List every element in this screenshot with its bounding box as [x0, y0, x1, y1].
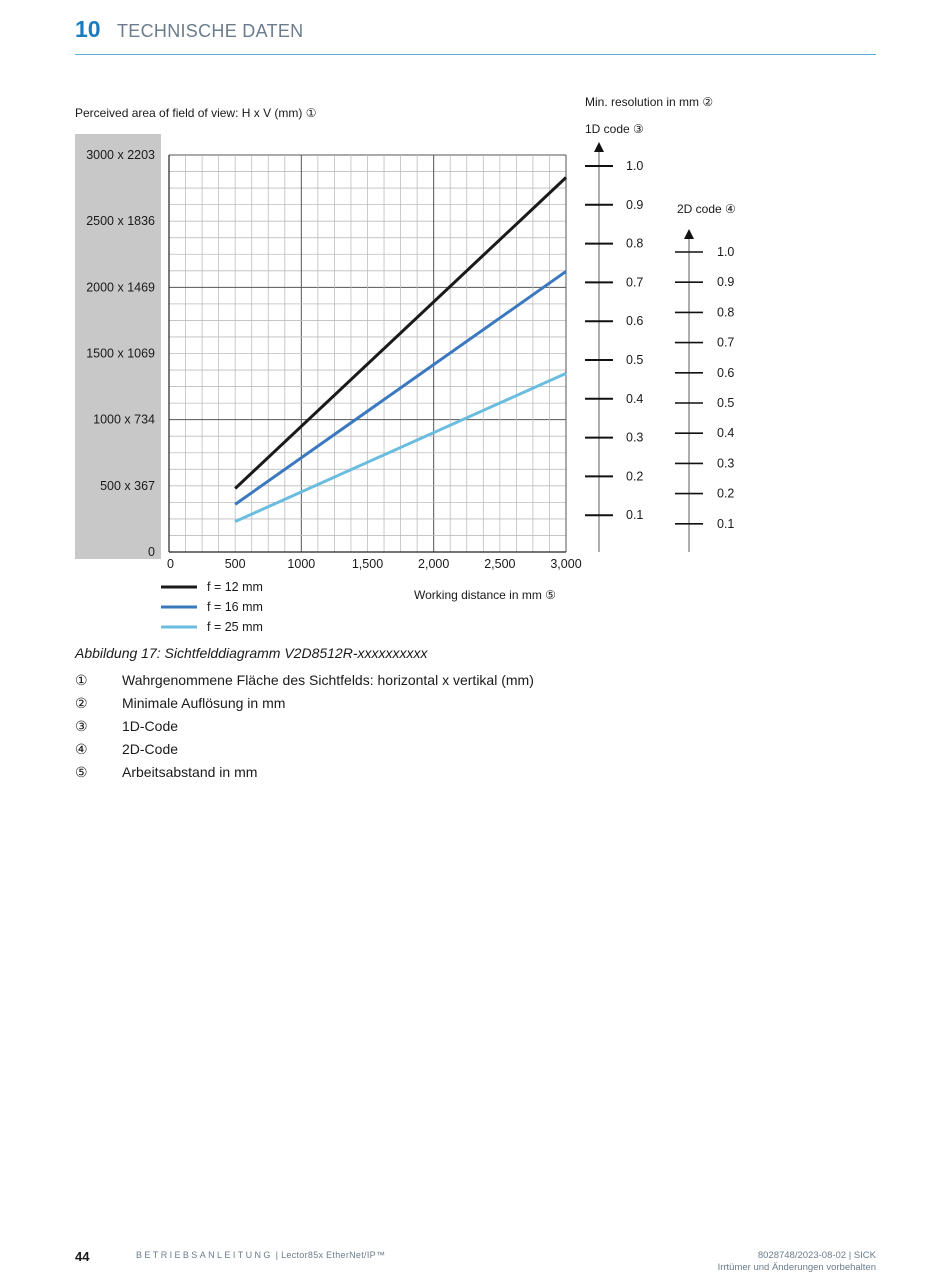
tick-label: 0.9	[717, 275, 735, 290]
callout-number: ③	[75, 718, 88, 734]
callout-item	[75, 695, 775, 718]
resolution-title: Min. resolution in mm ②	[585, 95, 714, 109]
tick-label: 0.1	[626, 508, 644, 523]
x-tick-labels	[167, 557, 582, 571]
page-number: 44	[75, 1249, 90, 1264]
code2d-label: 2D code ④	[677, 202, 736, 216]
y-tick-label: 500 x 367	[100, 478, 155, 493]
document-kind: BETRIEBSANLEITUNG	[136, 1250, 273, 1260]
y-tick-label: 3000 x 2203	[86, 148, 155, 162]
y-tick-label: 0	[148, 545, 155, 559]
tick-label: 0.9	[626, 197, 644, 212]
tick-label: 0.7	[626, 275, 644, 290]
disclaimer: Irrtümer und Änderungen vorbehalten	[717, 1262, 876, 1273]
legend-label: f = 16 mm	[207, 600, 263, 614]
footer-right	[718, 1250, 876, 1274]
x-axis-title: Working distance in mm ⑤	[414, 588, 556, 602]
code2d-axis	[675, 229, 734, 552]
tick-label: 0.3	[626, 430, 644, 445]
y-tick-label: 1000 x 734	[93, 412, 155, 427]
tick-label: 0.1	[717, 516, 735, 531]
figure-caption: Abbildung 17: Sichtfelddiagramm V2D8512R-xxxxxxxxxx	[75, 645, 428, 661]
chart-legend	[161, 580, 263, 634]
document-id: 8028748/2023-08-02 | SICK	[757, 1250, 876, 1261]
y-tick-label: 2000 x 1469	[86, 280, 155, 295]
tick-label: 1.0	[626, 159, 644, 173]
tick-label: 0.8	[626, 236, 644, 251]
callout-number: ④	[75, 741, 88, 757]
tick-label: 0.3	[717, 456, 735, 471]
callout-item	[75, 672, 775, 695]
x-tick-label: 1,500	[351, 557, 384, 571]
tick-label: 0.6	[626, 314, 644, 329]
legend-label: f = 25 mm	[207, 620, 263, 634]
callout-text: 2D-Code	[122, 741, 179, 757]
y-axis-title: Perceived area of field of view: H x V (mm) ①	[75, 106, 317, 120]
tick-label: 0.4	[626, 391, 644, 406]
callout-text: Wahrgenommene Fläche des Sichtfelds: horizontal x vertikal (mm)	[122, 672, 534, 688]
callout-number: ②	[75, 695, 88, 711]
document-product: Lector85x EtherNet/IP™	[281, 1250, 386, 1260]
plot-grid	[169, 155, 566, 552]
document-info: BETRIEBSANLEITUNG | Lector85x EtherNet/IP™	[136, 1250, 386, 1260]
callout-number: ⑤	[75, 764, 88, 780]
x-tick-label: 2,500	[484, 557, 516, 571]
tick-label: 0.2	[626, 469, 644, 484]
tick-label: 1.0	[717, 245, 735, 259]
tick-label: 0.5	[717, 396, 735, 410]
callout-item	[75, 764, 775, 787]
chapter-number: 10	[75, 16, 101, 42]
tick-label: 0.7	[717, 335, 735, 350]
x-tick-label: 500	[224, 557, 246, 571]
callout-text: 1D-Code	[122, 718, 179, 734]
code1d-axis	[585, 142, 643, 552]
code1d-label: 1D code ③	[585, 122, 644, 136]
x-tick-label: 0	[167, 557, 174, 571]
chapter-title: TECHNISCHE DATEN	[117, 21, 304, 41]
axis-arrow	[684, 229, 694, 239]
y-tick-label: 2500 x 1836	[86, 214, 155, 229]
tick-label: 0.5	[626, 353, 644, 367]
tick-label: 0.4	[717, 426, 735, 441]
tick-label: 0.8	[717, 305, 735, 320]
legend-label: f = 12 mm	[207, 580, 263, 594]
axis-arrow	[594, 142, 604, 152]
x-tick-label: 1000	[287, 557, 316, 571]
callout-item	[75, 718, 775, 741]
callout-text: Minimale Auflösung in mm	[122, 695, 286, 711]
callout-item	[75, 741, 775, 764]
tick-label: 0.2	[717, 486, 735, 501]
x-tick-label: 3,000	[550, 557, 582, 571]
tick-label: 0.6	[717, 365, 735, 380]
x-tick-label: 2,000	[418, 557, 450, 571]
y-tick-label: 1500 x 1069	[86, 346, 155, 361]
callout-text: Arbeitsabstand in mm	[122, 764, 258, 780]
callout-number: ①	[75, 672, 88, 688]
callout-legend	[75, 672, 775, 787]
